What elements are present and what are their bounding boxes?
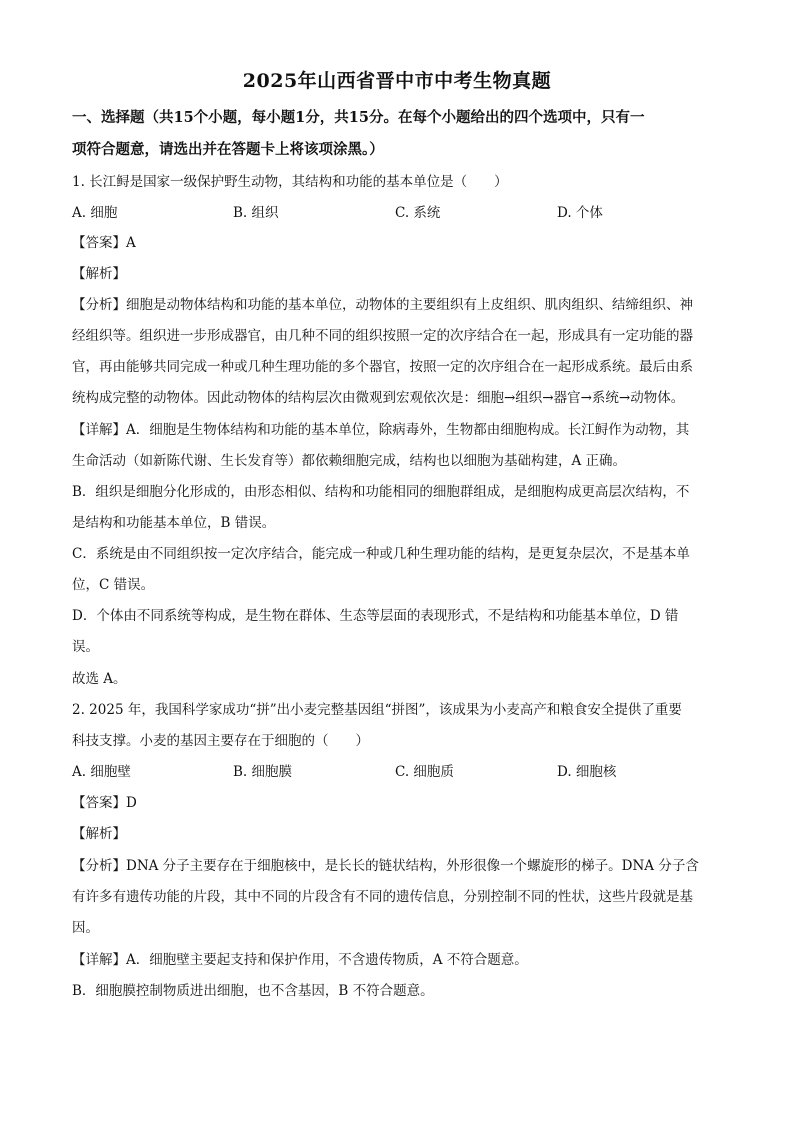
q1-option-d: D. 个体: [557, 205, 603, 221]
answer-value: A: [126, 235, 136, 251]
answer-value: D: [126, 795, 137, 811]
q1-fenxi-line1: [72, 295, 722, 315]
section-heading-line1: 一、选择题（共15个小题，每小题1分，共15分。在每个小题给出的四个选项中，只有一: [72, 109, 645, 126]
q1-conclusion: 故选 A。: [72, 671, 127, 687]
q1-xiangjie-line2: 生命活动（如新陈代谢、生长发育等）都依赖细胞完成，结构也以细胞为基础构建，A 正确。: [72, 453, 627, 469]
page-title: 2025年山西省晋中市中考生物真题: [242, 70, 552, 92]
q1-xiangjie-line1: [72, 420, 722, 440]
q2-xiangjie-line1: [72, 950, 722, 970]
xiangjie-text: A．细胞是生物体结构和功能的基本单位，除病毒外，生物都由细胞构成。长江鲟作为动物，其: [126, 422, 690, 438]
xiangjie-text: A．细胞壁主要起支持和保护作用，不含遗传物质，A 不符合题意。: [126, 952, 528, 968]
fenxi-tag: 【分析】: [72, 858, 126, 874]
q2-fenxi-line2: 有许多有遗传功能的片段，其中不同的片段含有不同的遗传信息，分别控制不同的性状，这些片段就是基: [72, 889, 693, 905]
q2-option-a: A. 细胞壁: [72, 764, 131, 780]
q2-stem-line2: 科技支撑。小麦的基因主要存在于细胞的（ ）: [72, 733, 369, 749]
q2-option-c: C. 细胞质: [395, 764, 454, 780]
q1-xiangjie-line5: C．系统是由不同组织按一定次序结合，能完成一种或几种生理功能的结构，是更复杂层次，不是基本单: [72, 546, 690, 562]
answer-tag: 【答案】: [72, 235, 126, 251]
q2-fenxi-line1: [72, 856, 722, 876]
xiangjie-tag: 【详解】: [72, 422, 126, 438]
q1-answer: [72, 233, 722, 253]
q1-fenxi-line4: 统构成完整的动物体。因此动物体的结构层次由微观到宏观依次是：细胞→组织→器官→系统→动物体。: [72, 390, 685, 406]
q1-fenxi-line2: 经组织等。组织进一步形成器官，由几种不同的组织按照一定的次序结合在一起，形成具有一定功能的器: [72, 328, 693, 344]
q1-stem: 1. 长江鲟是国家一级保护野生动物，其结构和功能的基本单位是（ ）: [72, 174, 508, 190]
q2-option-d: D. 细胞核: [557, 764, 617, 780]
q2-fenxi-line3: 因。: [72, 920, 99, 936]
q2-option-b: B. 细胞膜: [233, 764, 293, 780]
q1-fenxi-line3: 官，再由能够共同完成一种或几种生理功能的多个器官，按照一定的次序组合在一起形成系统。最后由系: [72, 359, 693, 375]
xiangjie-tag: 【详解】: [72, 952, 126, 968]
section-heading-line2: 项符合题意，请选出并在答题卡上将该项涂黑。）: [72, 141, 384, 158]
q2-answer: [72, 793, 722, 813]
q1-xiangjie-line7: D．个体由不同系统等构成，是生物在群体、生态等层面的表现形式，不是结构和功能基本单位，D 错: [72, 608, 679, 624]
q2-stem-line1: 2. 2025 年，我国科学家成功“拼”出小麦完整基因组“拼图”，该成果为小麦高产和粮食安全提供了重要: [72, 702, 682, 718]
q1-option-b: B. 组织: [233, 205, 279, 221]
fenxi-text: 细胞是动物体结构和功能的基本单位，动物体的主要组织有上皮组织、肌肉组织、结缔组织、神: [126, 297, 693, 313]
q1-analysis-label: 【解析】: [72, 266, 126, 282]
q1-option-c: C. 系统: [395, 205, 441, 221]
q2-xiangjie-line2: B．细胞膜控制物质进出细胞，也不含基因，B 不符合题意。: [72, 983, 434, 999]
q1-xiangjie-line3: B．组织是细胞分化形成的，由形态相似、结构和功能相同的细胞群组成，是细胞构成更高层次结构，不: [72, 484, 690, 500]
fenxi-tag: 【分析】: [72, 297, 126, 313]
fenxi-text: DNA 分子主要存在于细胞核中，是长长的链状结构，外形很像一个螺旋形的梯子。DNA 分子含: [126, 858, 699, 874]
answer-tag: 【答案】: [72, 795, 126, 811]
q1-xiangjie-line8: 误。: [72, 639, 99, 655]
q1-xiangjie-line6: 位，C 错误。: [72, 577, 155, 593]
q1-option-a: A. 细胞: [72, 205, 118, 221]
q1-xiangjie-line4: 是结构和功能基本单位，B 错误。: [72, 515, 276, 531]
q2-analysis-label: 【解析】: [72, 826, 126, 842]
